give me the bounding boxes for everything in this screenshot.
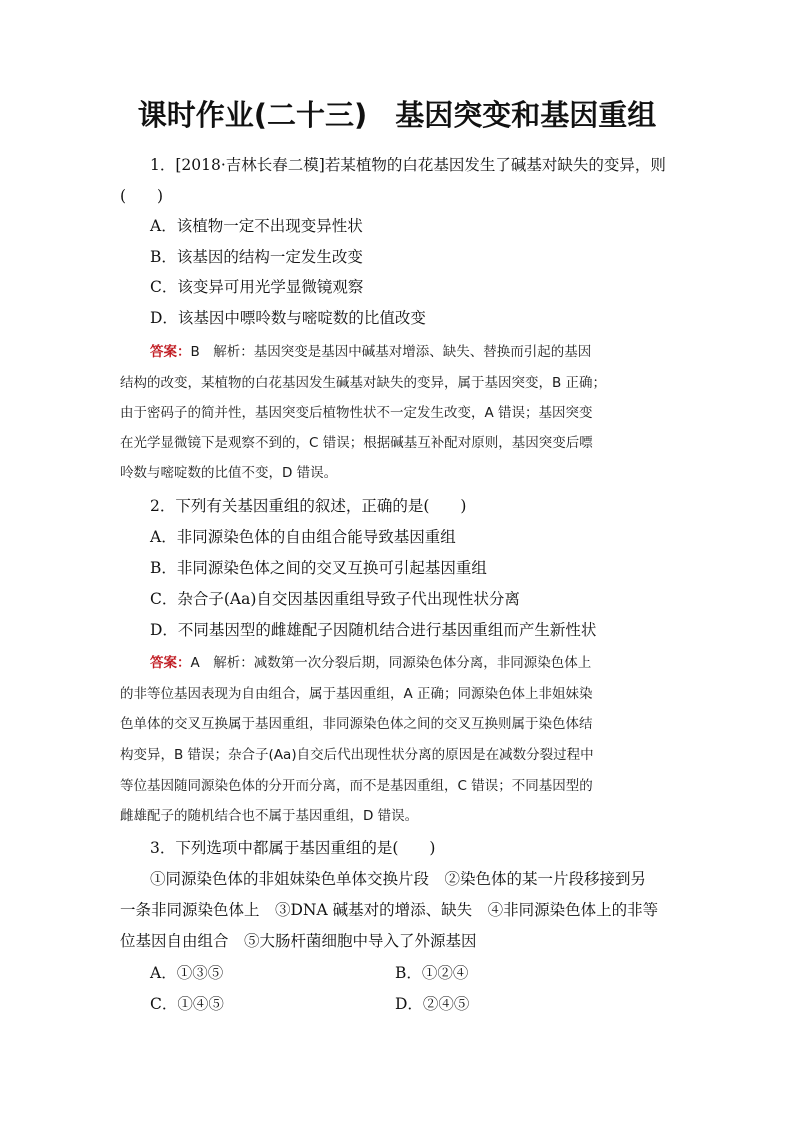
q1-answer-line3: 由于密码子的简并性，基因突变后植物性状不一定发生改变，A 错误；基因突变 [120, 405, 593, 421]
q3-stem-line2: ①同源染色体的非姐妹染色单体交换片段 ②染色体的某一片段移接到另 [150, 870, 647, 888]
q2-answer-line1: 答案：A 解析：减数第一次分裂后期，同源染色体分离，非同源染色体上 [150, 655, 592, 671]
q2-answer-line3: 色单体的交叉互换属于基因重组，非同源染色体之间的交叉互换则属于染色体结 [120, 716, 593, 732]
q1-stem-line2: ( ) [120, 187, 164, 205]
q2-option-d: D．不同基因型的雌雄配子因随机结合进行基因重组而产生新性状 [150, 621, 597, 639]
q2-option-a: A．非同源染色体的自由组合能导致基因重组 [150, 528, 456, 546]
q2-answer-line4: 构变异，B 错误；杂合子(Aa)自交后代出现性状分离的原因是在减数分裂过程中 [120, 747, 594, 763]
title-part1: 课时作业(二十三) [137, 98, 368, 132]
q1-answer-line4: 在光学显微镜下是观察不到的，C 错误；根据碱基互补配对原则，基因突变后嘌 [120, 435, 593, 451]
q2-stem-line1: 2．下列有关基因重组的叙述，正确的是( ) [150, 497, 467, 515]
answer-label: 答案： [150, 655, 191, 671]
q3-option-a: A．①③⑤ [150, 964, 224, 982]
q2-answer-line2: 的非等位基因表现为自由组合，属于基因重组，A 正确；同源染色体上非姐妹染 [120, 686, 593, 702]
title-part2: 基因突变和基因重组 [395, 98, 657, 132]
q2-answer-line6: 雌雄配子的随机结合也不属于基因重组，D 错误。 [120, 808, 419, 824]
q1-option-d: D．该基因中嘌呤数与嘧啶数的比值改变 [150, 309, 426, 327]
q3-option-c: C．①④⑤ [150, 995, 224, 1013]
q3-stem-line1: 3．下列选项中都属于基因重组的是( ) [150, 839, 436, 857]
q1-answer-line5: 呤数与嘧啶数的比值不变，D 错误。 [120, 465, 338, 481]
q1-answer-line2: 结构的改变，某植物的白花基因发生碱基对缺失的变异，属于基因突变，B 正确； [120, 375, 607, 391]
q1-option-b: B．该基因的结构一定发生改变 [150, 248, 363, 266]
q3-stem-line3: 一条非同源染色体上 ③DNA 碱基对的增添、缺失 ④非同源染色体上的非等 [120, 901, 659, 919]
q1-option-a: A．该植物一定不出现变异性状 [150, 217, 363, 235]
q2-option-c: C．杂合子(Aa)自交因基因重组导致子代出现性状分离 [150, 590, 520, 608]
q1-option-c: C．该变异可用光学显微镜观察 [150, 278, 364, 296]
q3-option-d: D．②④⑤ [395, 995, 470, 1013]
q2-answer-line5: 等位基因随同源染色体的分开而分离，而不是基因重组，C 错误；不同基因型的 [120, 778, 593, 794]
q1-stem-line1: 1．[2018·吉林长春二模]若某植物的白花基因发生了碱基对缺失的变异，则 [150, 156, 666, 174]
page-title [0, 93, 794, 134]
q3-option-b: B．①②④ [395, 964, 469, 982]
q2-option-b: B．非同源染色体之间的交叉互换可引起基因重组 [150, 559, 487, 577]
q1-answer-line1: 答案：B 解析：基因突变是基因中碱基对增添、缺失、替换而引起的基因 [150, 344, 592, 360]
answer-label: 答案： [150, 344, 191, 360]
q3-stem-line4: 位基因自由组合 ⑤大肠杆菌细胞中导入了外源基因 [120, 932, 477, 950]
